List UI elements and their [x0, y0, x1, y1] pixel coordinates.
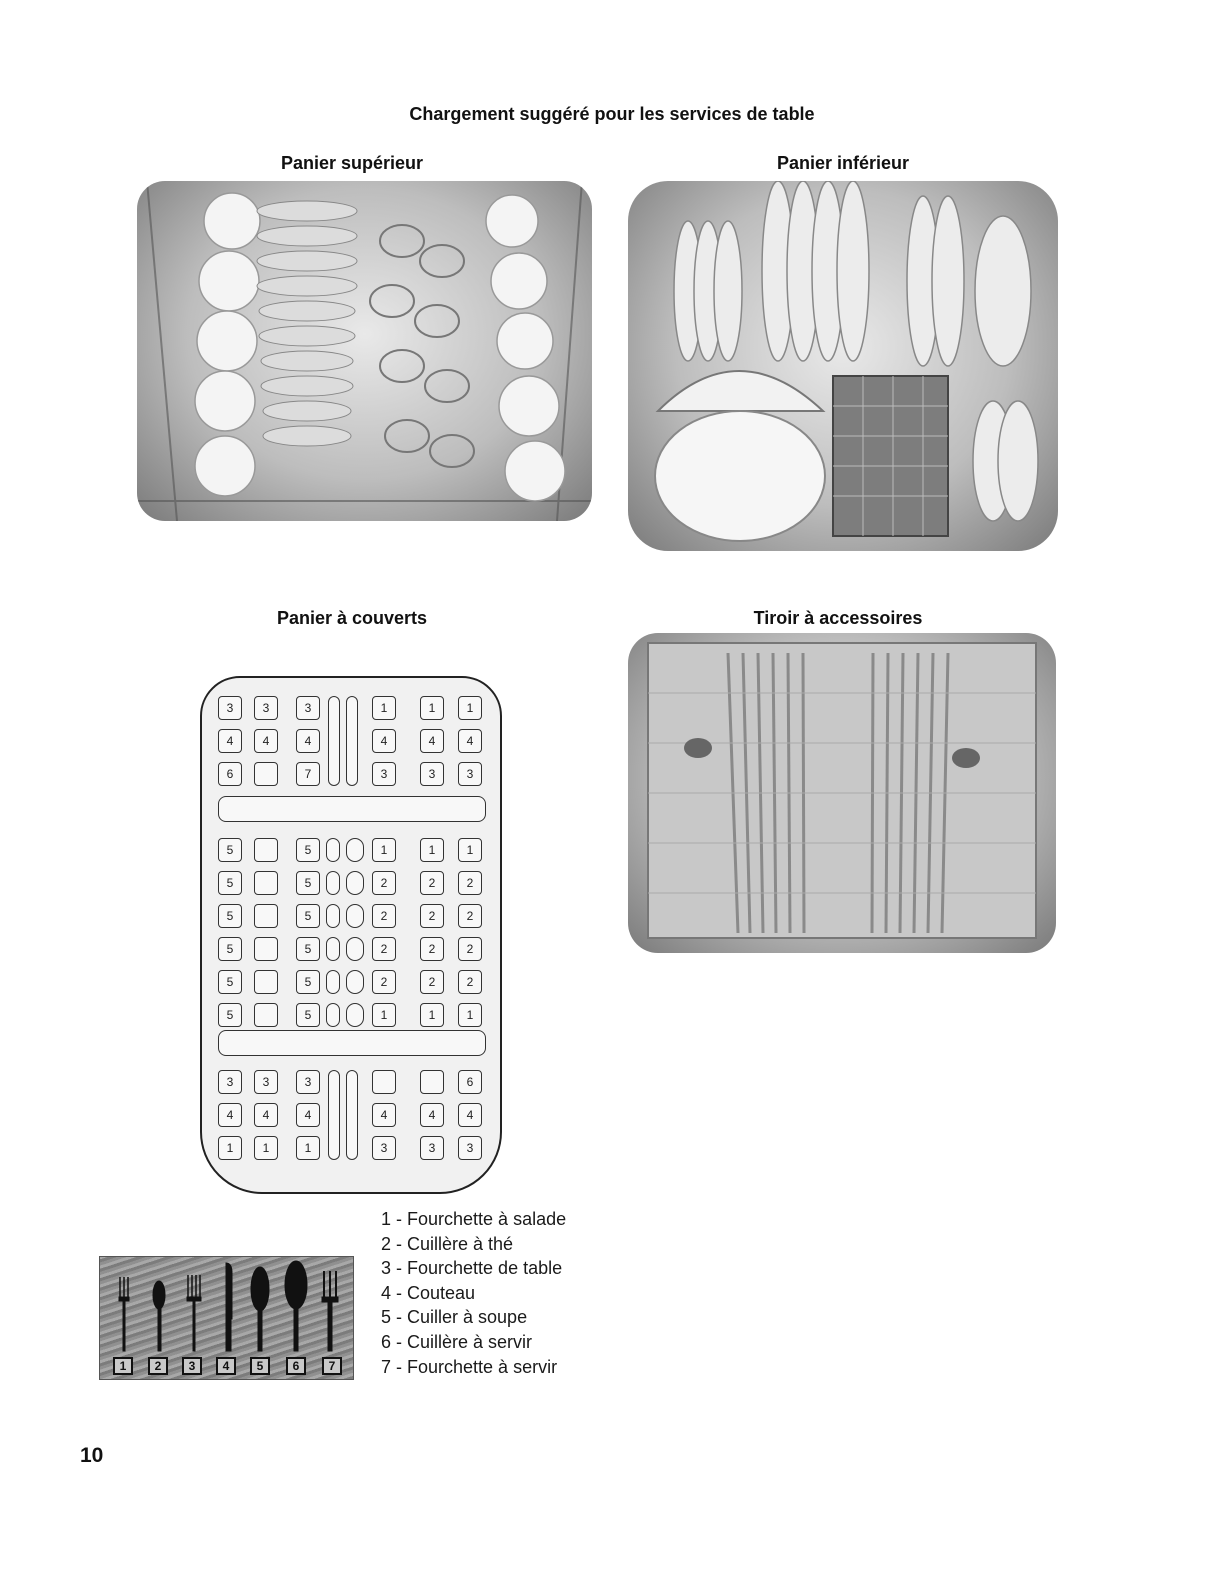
basket-slot: 2 [372, 904, 396, 928]
basket-slot [254, 871, 278, 895]
utensil-key: 3 [182, 1357, 202, 1375]
cutlery-basket-diagram [200, 676, 502, 1194]
basket-slot: 1 [372, 696, 396, 720]
basket-slot: 3 [218, 1070, 242, 1094]
basket-slot: 2 [372, 937, 396, 961]
legend-item: 5 - Cuiller à soupe [381, 1307, 528, 1328]
basket-round-slot [346, 937, 364, 961]
basket-slot: 3 [458, 762, 482, 786]
basket-slot: 1 [458, 696, 482, 720]
basket-round-slot [326, 871, 340, 895]
basket-long-slot [328, 1070, 340, 1160]
basket-slot: 4 [458, 729, 482, 753]
basket-divider-bar [218, 1030, 486, 1056]
basket-slot: 5 [218, 970, 242, 994]
lower-basket-photo [628, 181, 1058, 551]
basket-slot: 2 [372, 871, 396, 895]
basket-round-slot [326, 904, 340, 928]
page-title: Chargement suggéré pour les services de table [409, 104, 815, 124]
basket-slot: 3 [420, 1136, 444, 1160]
upper-basket-photo [137, 181, 592, 521]
basket-slot: 2 [458, 970, 482, 994]
utensil-key: 1 [113, 1357, 133, 1375]
legend-item: 3 - Fourchette de table [381, 1258, 563, 1279]
basket-slot: 1 [458, 1003, 482, 1027]
basket-slot [372, 1070, 396, 1094]
basket-slot: 3 [254, 696, 278, 720]
basket-slot [254, 937, 278, 961]
basket-slot: 3 [372, 1136, 396, 1160]
utensil-key: 7 [322, 1357, 342, 1375]
basket-slot: 2 [420, 937, 444, 961]
basket-slot: 5 [218, 871, 242, 895]
basket-slot: 5 [296, 838, 320, 862]
basket-slot: 4 [420, 729, 444, 753]
upper-basket-title: Panier supérieur [280, 153, 424, 173]
basket-slot [254, 838, 278, 862]
legend-item: 4 - Couteau [381, 1282, 476, 1303]
basket-divider-bar [218, 796, 486, 822]
basket-round-slot [346, 871, 364, 895]
basket-slot: 7 [296, 762, 320, 786]
basket-slot: 3 [372, 762, 396, 786]
basket-round-slot [326, 937, 340, 961]
basket-slot: 4 [218, 1103, 242, 1127]
basket-slot: 1 [420, 838, 444, 862]
basket-slot: 4 [254, 1103, 278, 1127]
basket-round-slot [346, 970, 364, 994]
basket-slot: 5 [296, 1003, 320, 1027]
basket-round-slot [326, 1003, 340, 1027]
basket-slot: 1 [218, 1136, 242, 1160]
basket-slot: 1 [254, 1136, 278, 1160]
basket-slot: 4 [420, 1103, 444, 1127]
basket-slot: 2 [420, 970, 444, 994]
basket-slot: 3 [296, 1070, 320, 1094]
basket-slot: 2 [458, 904, 482, 928]
basket-slot: 6 [458, 1070, 482, 1094]
basket-slot: 4 [372, 1103, 396, 1127]
basket-slot: 5 [218, 937, 242, 961]
basket-slot: 1 [296, 1136, 320, 1160]
basket-slot [254, 762, 278, 786]
basket-slot [420, 1070, 444, 1094]
basket-slot: 2 [458, 937, 482, 961]
basket-slot: 3 [218, 696, 242, 720]
utensil-key: 6 [286, 1357, 306, 1375]
lower-basket-title: Panier inférieur [776, 153, 910, 173]
basket-slot: 4 [218, 729, 242, 753]
accessory-drawer-photo [628, 633, 1056, 953]
basket-long-slot [328, 696, 340, 786]
legend-item: 7 - Fourchette à servir [381, 1356, 558, 1377]
basket-slot: 5 [218, 1003, 242, 1027]
basket-slot: 5 [296, 871, 320, 895]
basket-slot: 3 [254, 1070, 278, 1094]
basket-slot [254, 904, 278, 928]
basket-round-slot [326, 838, 340, 862]
utensil-key: 2 [148, 1357, 168, 1375]
basket-slot: 1 [420, 696, 444, 720]
basket-slot [254, 1003, 278, 1027]
basket-slot: 6 [218, 762, 242, 786]
basket-slot: 5 [218, 904, 242, 928]
basket-long-slot [346, 1070, 358, 1160]
legend-item: 1 - Fourchette à salade [381, 1209, 567, 1229]
basket-slot: 2 [458, 871, 482, 895]
utensil-key: 5 [250, 1357, 270, 1375]
basket-slot: 4 [372, 729, 396, 753]
basket-slot [254, 970, 278, 994]
basket-slot: 5 [296, 970, 320, 994]
basket-slot: 1 [372, 1003, 396, 1027]
basket-slot: 4 [254, 729, 278, 753]
basket-slot: 2 [420, 904, 444, 928]
legend-item: 6 - Cuillère à servir [381, 1331, 533, 1352]
basket-slot: 1 [458, 838, 482, 862]
basket-slot: 2 [372, 970, 396, 994]
basket-slot: 3 [420, 762, 444, 786]
page-number: 10 [80, 1444, 104, 1467]
basket-slot: 3 [296, 696, 320, 720]
basket-slot: 1 [372, 838, 396, 862]
basket-long-slot [346, 696, 358, 786]
basket-slot: 1 [420, 1003, 444, 1027]
legend-item: 2 - Cuillère à thé [381, 1233, 514, 1254]
cutlery-basket-title: Panier à couverts [276, 608, 428, 628]
basket-slot: 4 [296, 1103, 320, 1127]
basket-round-slot [326, 970, 340, 994]
utensil-key: 4 [216, 1357, 236, 1375]
basket-slot: 2 [420, 871, 444, 895]
basket-slot: 4 [458, 1103, 482, 1127]
basket-slot: 3 [458, 1136, 482, 1160]
basket-slot: 4 [296, 729, 320, 753]
basket-round-slot [346, 838, 364, 862]
basket-slot: 5 [218, 838, 242, 862]
accessory-drawer-title: Tiroir à accessoires [753, 608, 923, 628]
basket-round-slot [346, 904, 364, 928]
utensil-legend-list [381, 1207, 566, 1379]
basket-slot: 5 [296, 904, 320, 928]
basket-round-slot [346, 1003, 364, 1027]
basket-slot: 5 [296, 937, 320, 961]
